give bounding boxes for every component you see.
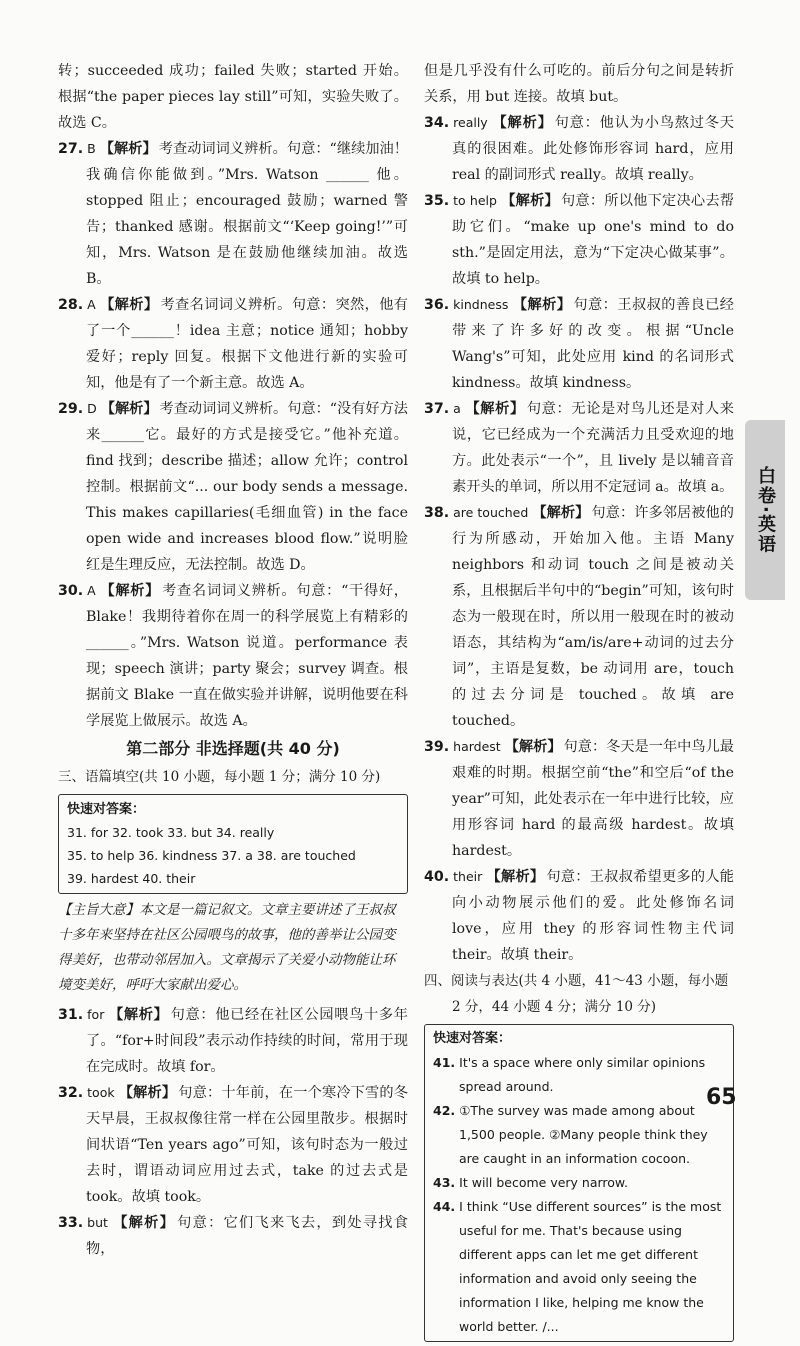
answer: their (453, 869, 483, 884)
analysis-tag: 【解析】 (504, 739, 562, 755)
explanation-text: 句意：他已经在社区公园喂鸟十多年了。“for+时间段”表示动作持续的时间，常用于现在完成时。故填 for。 (86, 1007, 408, 1075)
answer: B (87, 141, 96, 156)
answer: kindness (453, 297, 509, 312)
analysis-tag: 【解析】 (99, 583, 161, 599)
analysis-tag: 【解析】 (100, 401, 158, 417)
answer: hardest (453, 739, 501, 754)
answer: A (87, 583, 96, 598)
question-number: 41. (433, 1055, 456, 1070)
answer-text: I think “Use different sources” is the most useful for me. That's because using different apps can let me get different information and avoid only seeing the information I like, helping me know the world better. /... (459, 1199, 722, 1334)
quick-answer-box (58, 794, 408, 894)
explanation-item (424, 864, 734, 968)
part-two-heading: 第二部分 非选择题(共 40 分) (126, 739, 340, 758)
question-number: 42. (433, 1103, 456, 1118)
right-column (424, 58, 734, 1346)
quick-answer-item (433, 1051, 725, 1099)
paragraph: 转；succeeded 成功；failed 失败；started 开始。根据“the paper pieces lay still”可知，实验失败了。故选 C。 (58, 63, 408, 131)
section-four-title: 四、阅读与表达(共 4 小题，41～43 小题，每小题 2 分，44 小题 4 分；满分 10 分) (424, 973, 729, 1015)
question-number: 28. (58, 297, 84, 313)
explanation-item (424, 734, 734, 864)
quick-answer-item (433, 1099, 725, 1171)
answer: to help (453, 193, 497, 208)
explanation-item (424, 188, 734, 292)
explanation-item (58, 1080, 408, 1210)
explanation-text: 句意：冬天是一年中鸟儿最艰难的时期。根据空前“the”和空后“of the year”可知，此处表示在一年中进行比较，应用形容词 hard 的最高级 hardest。故填 hardest。 (452, 739, 734, 859)
question-number: 40. (424, 869, 450, 885)
explanation-text: 句意：无论是对鸟儿还是对人来说，它已经成为一个充满活力且受欢迎的地方。此处表示“一个”，且 lively 是以辅音音素开头的单词，所以用不定冠词 a。故填 a。 (452, 401, 734, 495)
question-number: 32. (58, 1085, 84, 1101)
explanation-item (58, 1002, 408, 1080)
explanation-text: 句意：它们飞来飞去，到处寻找食物， (86, 1215, 408, 1257)
explanation-item (58, 1210, 408, 1262)
page-number: 65 (706, 1085, 737, 1110)
question-number: 27. (58, 141, 84, 157)
analysis-tag: 【解析】 (512, 297, 572, 313)
side-tab (745, 420, 785, 600)
explanation-item (424, 110, 734, 188)
explanation-text: 句意：他认为小鸟熬过冬天真的很困难。此处修饰形容词 hard，应用 real 的副词形式 really。故填 really。 (452, 115, 734, 183)
explanation-text: 句意：许多邻居被他的行为所感动，开始加入他。主语 Many neighbors 和动词 touch 之间是被动关系，且根据后半句中的“begin”可知，该句时态为一般现在时，所以用一般现在时的被动语态，其结构为“am/is/are+动词的过去分词”，主语是复数，be 动词用 are，touch 的过去分词是 touched。故填 are touched。 (452, 505, 734, 729)
answer: took (87, 1085, 115, 1100)
explanation-item (424, 396, 734, 500)
main-idea: 【主旨大意】本文是一篇记叙文。文章主要讲述了王叔叔十多年来坚持在社区公园喂鸟的故事，他的善举让公园变得美好，也带动邻居加入。文章揭示了关爱小动物能让环境变美好，呼吁大家献出爱心。 (58, 902, 396, 993)
question-number: 30. (58, 583, 84, 599)
question-number: 35. (424, 193, 450, 209)
explanation-text: 考查名词词义辨析。句意：“干得好，Blake！我期待着你在周一的科学展览上有精彩的______。”Mrs. Watson 说道。performance 表现；speech 演讲；party 聚会；survey 调查。根据前文 Blake 一直在做实验并讲解，说明他要在科学展览上做展示。故选 A。 (86, 583, 408, 729)
answer: for (87, 1007, 105, 1022)
answer: really (453, 115, 488, 130)
question-number: 36. (424, 297, 450, 313)
explanation-text: 句意：十年前，在一个寒冷下雪的冬天早晨，王叔叔像往常一样在公园里散步。根据时间状语“Ten years ago”可知，该句时态为一般过去时，谓语动词应用过去式，take 的过去式是 took。故填 took。 (86, 1085, 408, 1205)
question-number: 34. (424, 115, 450, 131)
answer: D (87, 401, 97, 416)
paragraph: 但是几乎没有什么可吃的。前后分句之间是转折关系，用 but 连接。故填 but。 (424, 63, 734, 105)
question-number: 31. (58, 1007, 84, 1023)
analysis-tag: 【解析】 (118, 1085, 177, 1101)
quick-answer-item (433, 1195, 725, 1339)
quick-answer-title: 快速对答案： (67, 802, 146, 817)
explanation-item (424, 500, 734, 734)
question-number: 39. (424, 739, 450, 755)
explanation-item (58, 136, 408, 292)
explanation-text: 考查名词词义辨析。句意：突然，他有了一个______！idea 主意；notice 通知；hobby 爱好；reply 回复。根据下文他进行新的实验可知，他是有了一个新主意。故选 A。 (86, 297, 408, 391)
explanation-item (58, 292, 408, 396)
quick-answer-line: 39. hardest 40. their (67, 871, 196, 886)
question-number: 37. (424, 401, 450, 417)
question-number: 29. (58, 401, 84, 417)
quick-answer-item (433, 1171, 725, 1195)
quick-answer-line: 35. to help 36. kindness 37. a 38. are touched (67, 848, 356, 863)
analysis-tag: 【解析】 (99, 141, 157, 157)
question-number: 38. (424, 505, 450, 521)
explanation-item (424, 292, 734, 396)
quick-answer-line: 31. for 32. took 33. but 34. really (67, 825, 275, 840)
explanation-text: 考查动词词义辨析。句意：“没有好方法来______它。最好的方式是接受它。”他补充道。find 找到；describe 描述；allow 允许；control 控制。根据前文“... our body sends a message. This makes capillaries(毛细血管) in the face open wide and increases blood flow.”说明脸红是生理反应，无法控制。故选 D。 (86, 401, 408, 573)
explanation-item (58, 578, 408, 734)
analysis-tag: 【解析】 (99, 297, 159, 313)
left-column (58, 58, 408, 1262)
question-number: 43. (433, 1175, 456, 1190)
analysis-tag: 【解析】 (464, 401, 525, 417)
quick-answer-box-2 (424, 1024, 734, 1342)
quick-answer-title: 快速对答案： (433, 1031, 512, 1046)
section-three-title: 三、语篇填空(共 10 小题，每小题 1 分；满分 10 分) (58, 769, 381, 785)
answer-text: ①The survey was made among about 1,500 people. ②Many people think they are caught in an information cocoon. (459, 1103, 708, 1166)
analysis-tag: 【解析】 (500, 193, 559, 209)
answer-text: It's a space where only similar opinions spread around. (459, 1055, 706, 1094)
answer: a (453, 401, 461, 416)
analysis-tag: 【解析】 (532, 505, 590, 521)
question-number: 33. (58, 1215, 84, 1231)
analysis-tag: 【解析】 (486, 869, 545, 885)
answer: A (87, 297, 96, 312)
analysis-tag: 【解析】 (108, 1007, 169, 1023)
side-tab-label: 白卷·英语 (755, 465, 776, 555)
explanation-item (58, 396, 408, 578)
answer: are touched (453, 505, 529, 520)
answer: but (87, 1215, 108, 1230)
analysis-tag: 【解析】 (111, 1215, 176, 1231)
answer-text: It will become very narrow. (459, 1175, 628, 1190)
explanation-text: 考查动词词义辨析。句意：“继续加油！我确信你能做到。”Mrs. Watson ______ 他。stopped 阻止；encouraged 鼓励；warned 警告；thanked 感谢。根据前文“‘Keep going!’”可知，Mrs. Watson 是在鼓励他继续加油。故选 B。 (86, 141, 408, 287)
question-number: 44. (433, 1199, 456, 1214)
explanation-text: 句意：王叔叔希望更多的人能向小动物展示他们的爱。此处修饰名词 love，应用 they 的形容词性物主代词 their。故填 their。 (452, 869, 734, 963)
explanation-text: 句意：所以他下定决心去帮助它们。“make up one's mind to do sth.”是固定用法，意为“下定决心做某事”。故填 to help。 (452, 193, 734, 287)
analysis-tag: 【解析】 (491, 115, 553, 131)
explanation-text: 句意：王叔叔的善良已经带来了许多好的改变。根据“Uncle Wang's”可知，此处应用 kind 的名词形式 kindness。故填 kindness。 (452, 297, 734, 391)
